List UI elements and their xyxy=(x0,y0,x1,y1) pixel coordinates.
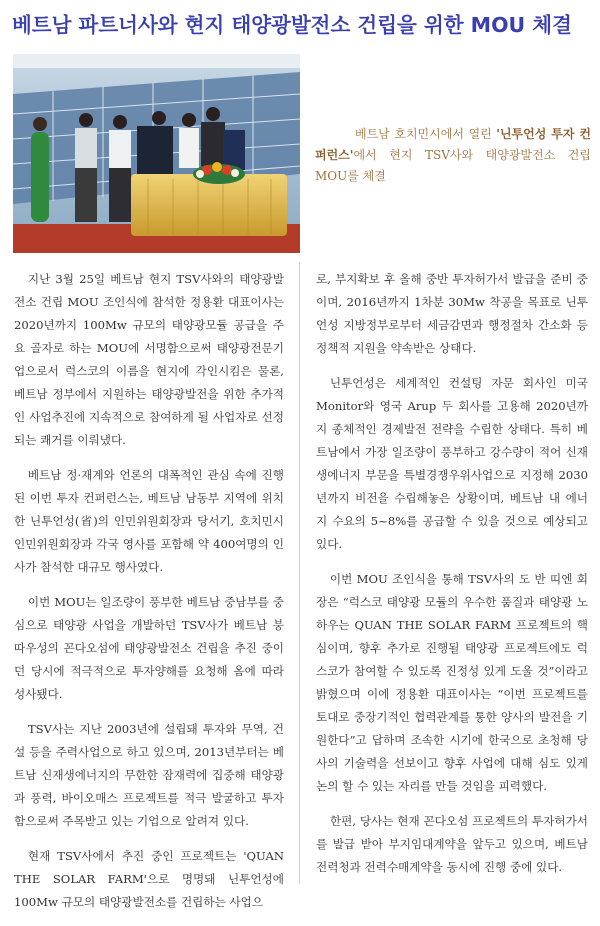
caption-highlight: '닌투언성 투자 컨퍼런스' xyxy=(315,127,591,162)
paragraph: TSV사는 지난 2003년에 설립돼 투자와 무역, 건설 등을 주력사업으로 하고 있으며, 2013년부터는 베트남 신재생에너지의 무한한 잠재력에 집중해 태양광과 풍력, 바이오매스 프로젝트를 적극 발굴하고 투자함으로써 주목받고 있는 기업으로 알려져 있다. xyxy=(14,722,284,828)
paragraph: 베트남 정·재계와 언론의 대폭적인 관심 속에 진행된 이번 투자 컨퍼런스는, 베트남 남동부 지역에 위치한 닌투언성(省)의 인민위원회장과 당서기, 호치민시 인민위원회장과 각국 영사를 포함해 약 400여명의 인사가 참석한 대규모 행사였다. xyxy=(14,468,284,574)
article-column-left xyxy=(14,268,284,926)
column-divider xyxy=(299,262,300,884)
paragraph: 로, 부지확보 후 올해 중반 투자허가서 발급을 준비 중이며, 2016년까지 1차분 30Mw 착공을 목표로 닌투언성 지방정부로부터 세금감면과 행정절차 간소화 등 정책적 지원을 약속받은 상태다. xyxy=(316,272,588,355)
caption-post: 에서 현지 TSV사와 태양광발전소 건립 MOU를 체결 xyxy=(315,148,591,183)
caption-pre: 베트남 호치민시에서 열린 xyxy=(355,127,497,141)
paragraph: 한편, 당사는 현재 꼰다오섬 프로젝트의 투자허가서를 발급 받아 부지임대계약을 앞두고 있으며, 베트남 전력청과 전력수매계약을 동시에 진행 중에 있다. xyxy=(316,814,588,874)
signing-ceremony-photo xyxy=(13,54,300,253)
table-cloth xyxy=(131,174,287,236)
article-headline: 베트남 파트너사와 현지 태양광발전소 건립을 위한 MOU 체결 xyxy=(12,13,572,37)
paragraph: 닌투언성은 세계적인 컨설팅 자문 회사인 미국 Monitor와 영국 Arup 두 회사를 고용해 2020년까지 종체적인 경제발전 전략을 수립한 상태다. 특히 베트남에서 가장 일조량이 풍부하고 강수량이 적어 신재생에너지 부문을 특별경쟁우위사업으로 지정해 2030년까지 비전을 수립해놓은 상황이며, 베트남 내 에너지 수요의 5~8%를 공급할 수 있을 것으로 예상되고 있다. xyxy=(316,376,588,551)
photo-caption xyxy=(315,124,591,187)
paragraph: 현재 TSV사에서 추진 중인 프로젝트는 'QUAN THE SOLAR FARM'으로 명명돼 닌투언성에 100Mw 규모의 태양광발전소를 건립하는 사업으 xyxy=(14,849,284,909)
paragraph: 지난 3월 25일 베트남 현지 TSV사와의 태양광발전소 건립 MOU 조인식에 참석한 정용환 대표이사는 2020년까지 100Mw 규모의 태양광모듈 공급을 주요 골자로 하는 MOU에 서명함으로써 태양광전문기업으로서 럭스코의 이름을 현지에 각인시킴은 물론, 베트남 정부에서 지원하는 태양광발전을 위한 추가적인 사업추진에 지속적으로 참여하게 될 사업자로 선정되는 쾌거를 이뤄냈다. xyxy=(14,272,284,447)
article-column-right xyxy=(316,268,588,891)
paragraph: 이번 MOU는 일조량이 풍부한 베트남 중남부를 중심으로 태양광 사업을 개발하던 TSV사가 베트남 붕따우성의 꼰다오섬에 태양광발전소 건립을 추진 중이던 당시에 적극적으로 투자양해를 요청해 옴에 따라 성사됐다. xyxy=(14,595,284,701)
paragraph: 이번 MOU 조인식을 통해 TSV사의 도 반 띠엔 회장은 “럭스코 태양광 모듈의 우수한 품질과 태양광 노하우는 QUAN THE SOLAR FARM 프로젝트의 핵심이며, 향후 추가로 진행될 태양광 프로젝트에도 럭스코가 참여할 수 있도록 진정성 있게 도울 것”이라고 밝혔으며 이에 정용환 대표이사는 “이번 프로젝트를 토대로 중장기적인 협력관계를 통한 양사의 발전을 기원한다”고 답하며 조속한 시기에 한국으로 초청해 당사의 기술력을 선보이고 향후 사업에 대해 심도 있게 논의 할 수 있는 자리를 만들 것임을 피력했다. xyxy=(316,572,588,793)
photo-illustration xyxy=(13,54,300,253)
